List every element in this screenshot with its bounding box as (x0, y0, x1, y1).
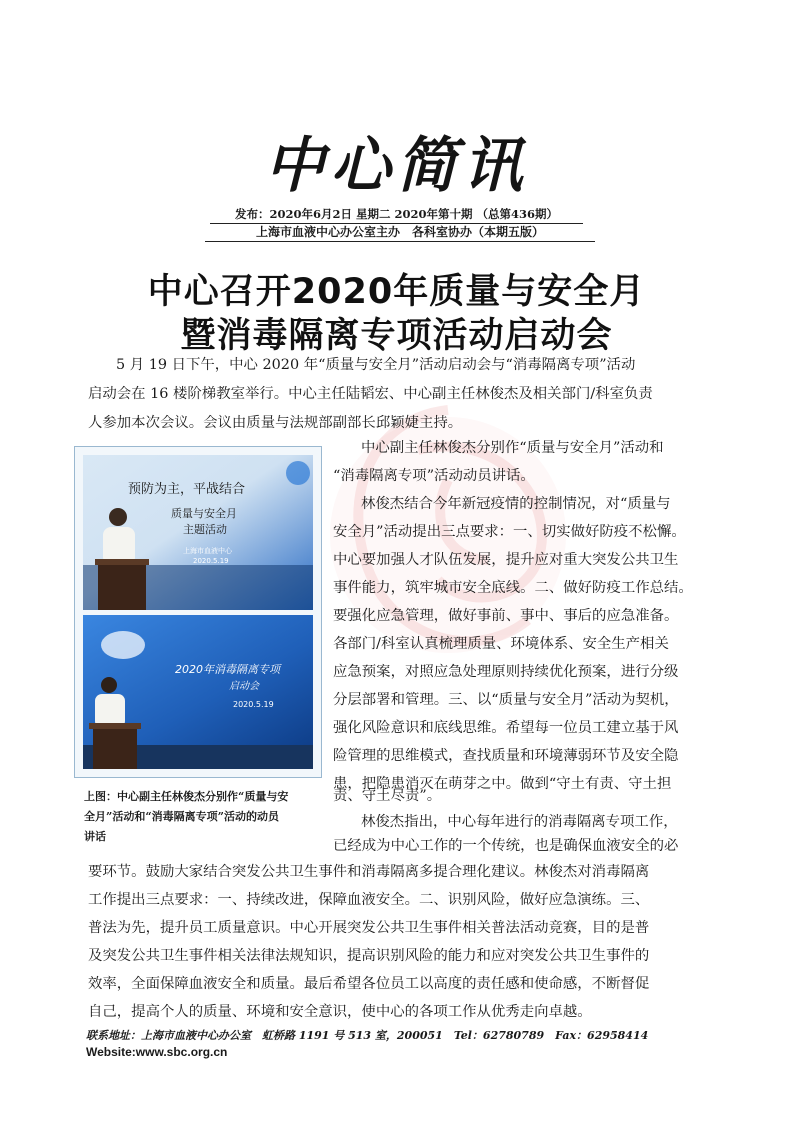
paragraph-3-line-8: 分层部署和管理。三、以“质量与安全月”活动为契机， (333, 692, 679, 708)
paragraph-4-line-6: 及突发公共卫生事件相关法律法规知识，提高识别风险的能力和应对突发公共卫生事件的 (88, 948, 650, 964)
paragraph-3-line-11: 患，把隐患消灭在萌芽之中。做到“守土有责、守土担 (333, 776, 672, 792)
photo-2-screen-text-2: 启动会 (229, 681, 259, 692)
photo-frame (74, 446, 322, 778)
footer-website: Website:www.sbc.org.cn (86, 1045, 228, 1059)
paragraph-4-line-3: 要环节。鼓励大家结合突发公共卫生事件和消毒隔离多提合理化建议。林俊杰对消毒隔离 (88, 864, 650, 880)
photo-2-screen-text-3: 2020.5.19 (233, 700, 274, 709)
paragraph-4-line-8: 自己，提高个人的质量、环境和安全意识，使中心的各项工作从优秀走向卓越。 (88, 1004, 592, 1020)
host-info-line: 上海市血液中心办公室主办 各科室协办（本期五版） (205, 223, 595, 242)
paragraph-3-line-4: 事件能力，筑牢城市安全底线。二、做好防疫工作总结。 (333, 580, 693, 596)
photo-1-screen-text-3: 主题活动 (183, 523, 227, 536)
paragraph-3-line-9: 强化风险意识和底线思维。希望每一位员工建立基于风 (333, 720, 679, 736)
paragraph-2-line-1: 中心副主任林俊杰分别作“质量与安全月”活动和 (361, 440, 664, 456)
photo-1-screen-text-5: 2020.5.19 (193, 557, 229, 565)
paragraph-4-line-7: 效率，全面保障血液安全和质量。最后希望各位员工以高度的责任感和使命感，不断督促 (88, 976, 650, 992)
paragraph-3-line-2: 安全月”活动提出三点要求：一、切实做好防疫不松懈。 (333, 524, 686, 540)
caption-line-2: 全月”活动和“消毒隔离专项”活动的动员 (84, 810, 279, 823)
paragraph-3-line-3: 中心要加强人才队伍发展，提升应对重大突发公共卫生 (333, 552, 679, 568)
caption-line-1: 上图：中心副主任林俊杰分别作“质量与安 (84, 790, 289, 803)
article-headline-line-1: 中心召开2020年质量与安全月 (147, 272, 646, 312)
paragraph-3-line-1: 林俊杰结合今年新冠疫情的控制情况，对“质量与 (361, 496, 671, 512)
paragraph-1-line-3: 人参加本次会议。会议由质量与法规部副部长邱颖婕主持。 (88, 415, 463, 431)
paragraph-4-line-2: 已经成为中心工作的一个传统，也是确保血液安全的必 (333, 838, 679, 854)
paragraph-3-line-12: 责、守土尽责”。 (333, 788, 442, 804)
paragraph-3-line-6: 各部门/科室认真梳理质量、环境体系、安全生产相关 (333, 636, 669, 652)
issue-info-line: 发布：2020年6月2日 星期二 2020年第十期 （总第436期） (210, 206, 583, 224)
photo-2-screen-text-1: 2020年消毒隔离专项 (175, 663, 280, 676)
paragraph-1-line-1: 5 月 19 日下午，中心 2020 年“质量与安全月”活动启动会与“消毒隔离专项”活动 (116, 357, 636, 373)
footer-contact: 联系地址：上海市血液中心办公室 虹桥路 1191 号 513 室，200051 Tel：62780789 Fax：62958414 (86, 1029, 649, 1042)
article-headline-line-2: 暨消毒隔离专项活动启动会 (180, 316, 613, 356)
photo-speaker-quality-month (83, 455, 313, 610)
newsletter-masthead: 中心简讯 (264, 131, 529, 201)
paragraph-2-line-2: “消毒隔离专项”活动动员讲话。 (333, 468, 535, 484)
photo-1-screen-text-4: 上海市血液中心 (183, 547, 232, 555)
paragraph-1-line-2: 启动会在 16 楼阶梯教室举行。中心主任陆韬宏、中心副主任林俊杰及相关部门/科室负责 (88, 386, 653, 402)
paragraph-4-line-5: 普法为先，提升员工质量意识。中心开展突发公共卫生事件相关普法活动竞赛，目的是普 (88, 920, 650, 936)
photo-speaker-disinfection-launch (83, 615, 313, 769)
paragraph-3-line-5: 要强化应急管理，做好事前、事中、事后的应急准备。 (333, 608, 679, 624)
paragraph-3-line-10: 险管理的思维模式，查找质量和环境薄弱环节及安全隐 (333, 748, 679, 764)
paragraph-4-line-4: 工作提出三点要求：一、持续改进，保障血液安全。二、识别风险，做好应急演练。三、 (88, 892, 650, 908)
paragraph-3-line-7: 应急预案，对照应急处理原则持续优化预案，进行分级 (333, 664, 679, 680)
photo-1-screen-text-2: 质量与安全月 (171, 507, 237, 520)
photo-caption (84, 787, 324, 847)
caption-line-3: 讲话 (84, 830, 106, 843)
photo-1-screen-text-1: 预防为主，平战结合 (128, 482, 246, 497)
paragraph-4-line-1: 林俊杰指出，中心每年进行的消毒隔离专项工作， (361, 814, 678, 830)
